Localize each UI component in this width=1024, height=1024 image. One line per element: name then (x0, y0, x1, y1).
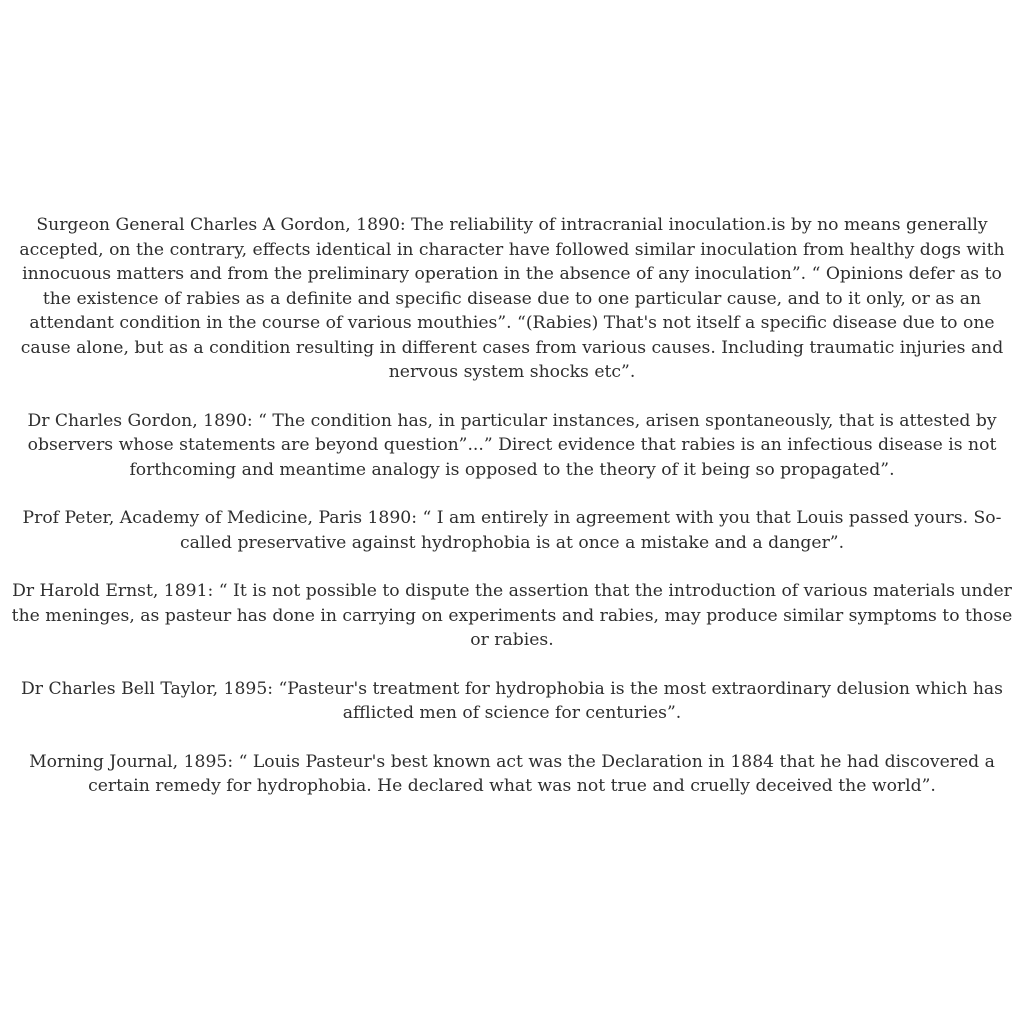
quote-harold-ernst: Dr Harold Ernst, 1891: “ It is not possible to dispute the assertion that the introduction of various materials under the meninges, as pasteur has done in carrying on experiments and rabies, may produce similar symptoms to those or rabies. (11, 581, 1013, 650)
quote-prof-peter: Prof Peter, Academy of Medicine, Paris 1890: “ I am entirely in agreement with you that Louis passed yours. So-called preservative against hydrophobia is at once a mistake and a danger”. (22, 508, 1002, 553)
quote-charles-bell-taylor: Dr Charles Bell Taylor, 1895: “Pasteur's treatment for hydrophobia is the most extraordinary delusion which has afflicted men of science for centuries”. (20, 678, 1004, 723)
quote-morning-journal: Morning Journal, 1895: “ Louis Pasteur's best known act was the Declaration in 1884 that he had discovered a certain remedy for hydrophobia. He declared what was not true and cruelly deceived the world”. (29, 751, 995, 796)
quote-document (0, 213, 1024, 823)
quote-gordon-surgeon-general: Surgeon General Charles A Gordon, 1890: The reliability of intracranial inoculation.is by no means generally accepted, on the contrary, effects identical in character have followed similar inoculation from healthy dogs with innocuous matters and from the preliminary operation in the absence of any inoculation”. “ Opinions defer as to the existence of rabies as a definite and specific disease due to one particular cause, and to it only, or as an attendant condition in the course of various mouthies”. “(Rabies) That's not itself a specific disease due to one cause alone, but as a condition resulting in different cases from various causes. Including traumatic injuries and nervous system shocks etc”. (19, 215, 1005, 382)
quote-charles-gordon: Dr Charles Gordon, 1890: “ The condition has, in particular instances, arisen spontaneously, that is attested by observers whose statements are beyond question”...” Direct evidence that rabies is an infectious disease is not forthcoming and meantime analogy is opposed to the theory of it being so propagated”. (27, 410, 997, 480)
